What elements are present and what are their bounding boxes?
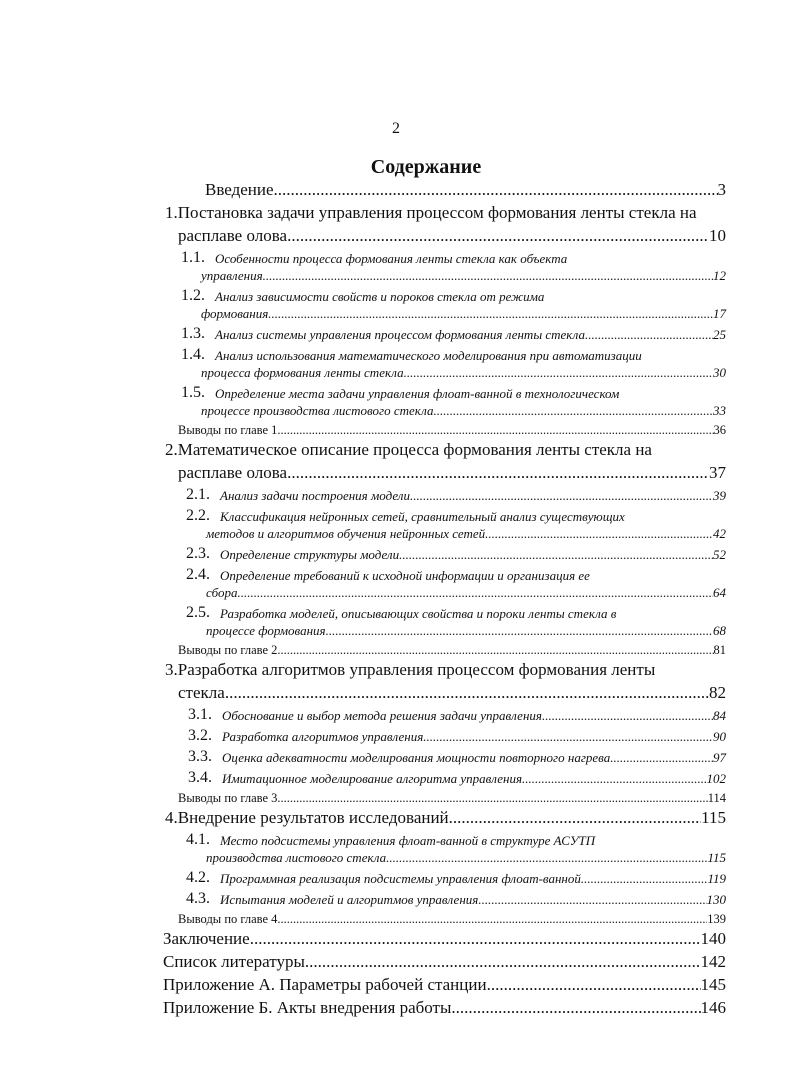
toc-leader <box>268 305 713 322</box>
toc-page-number: 130 <box>706 892 726 907</box>
toc-page-number: 146 <box>700 998 726 1017</box>
toc-entry <box>0 973 792 996</box>
toc-page-number: 10 <box>709 226 726 245</box>
toc-number: 4.3. <box>186 890 210 907</box>
toc-leader <box>487 973 701 996</box>
toc-page-number: 82 <box>709 683 726 702</box>
toc-page-number: 90 <box>713 729 726 744</box>
toc-text: Выводы по главе 4 <box>178 912 278 926</box>
toc-leader <box>287 224 709 247</box>
toc-entry <box>0 706 792 724</box>
toc-line <box>163 973 726 996</box>
toc-entry <box>0 486 792 504</box>
toc-leader <box>610 749 713 766</box>
toc-leader <box>522 770 707 787</box>
toc-page-number: 33 <box>713 403 726 418</box>
toc-number: 2.2. <box>186 507 210 524</box>
toc-line <box>165 658 726 681</box>
toc-page-number: 30 <box>713 365 726 380</box>
toc-line <box>165 806 726 829</box>
toc-leader <box>423 728 713 745</box>
toc-entry <box>0 890 792 908</box>
toc-entry <box>0 658 792 704</box>
toc-line <box>178 422 726 438</box>
toc-line <box>206 525 726 542</box>
toc-entry <box>0 790 792 806</box>
toc-text: Внедрение результатов исследований <box>177 808 449 827</box>
toc-line <box>206 584 726 601</box>
toc-leader <box>277 422 713 438</box>
toc-title: Содержание <box>370 156 482 178</box>
toc-text: Определение требований к исходной информации и организация ее <box>220 568 590 583</box>
toc-line <box>220 545 726 563</box>
toc-line <box>220 486 726 504</box>
toc-leader <box>478 891 706 908</box>
toc-text: расплаве олова <box>178 463 288 482</box>
toc-text: Введение <box>205 180 274 199</box>
toc-text: Обоснование и выбор метода решения задачи управления <box>222 708 542 723</box>
toc-page-number: 145 <box>700 975 726 994</box>
toc-line <box>222 706 726 724</box>
toc-number: 3.2. <box>188 727 212 744</box>
toc-number: 3. <box>165 660 178 679</box>
toc-line <box>220 507 726 525</box>
toc-text: Заключение <box>163 929 250 948</box>
toc-number: 3.3. <box>188 748 212 765</box>
toc-line <box>201 402 726 419</box>
toc-line <box>222 727 726 745</box>
toc-number: 2. <box>165 440 178 459</box>
toc-leader <box>277 642 713 658</box>
toc-line <box>178 224 726 247</box>
toc-number: 1.5. <box>181 384 205 401</box>
toc-leader <box>449 806 701 829</box>
toc-leader <box>277 790 707 806</box>
toc-page-number: 140 <box>700 929 726 948</box>
toc-leader <box>287 461 709 484</box>
toc-page-number: 52 <box>713 547 726 562</box>
toc-number: 1.4. <box>181 346 205 363</box>
toc-leader <box>386 849 707 866</box>
toc-entry <box>0 287 792 322</box>
toc-page-number: 115 <box>707 850 726 865</box>
toc-entry <box>0 201 792 247</box>
toc-text: Список литературы <box>163 952 305 971</box>
toc-text: Разработка моделей, описывающих свойства и пороки ленты стекла в <box>220 606 617 621</box>
toc-number: 4.1. <box>186 831 210 848</box>
toc-page-number: 17 <box>713 306 726 321</box>
toc-page-number: 39 <box>713 488 726 503</box>
toc-line <box>163 950 726 973</box>
toc-text: управления <box>201 268 263 283</box>
toc-entry <box>0 325 792 343</box>
toc-number: 1. <box>165 203 178 222</box>
toc-page-number: 68 <box>713 623 726 638</box>
toc-line <box>220 869 726 887</box>
toc-entry <box>0 249 792 284</box>
toc-line <box>165 438 726 461</box>
toc-line <box>163 996 726 1019</box>
toc-page-number: 115 <box>701 808 726 827</box>
toc-line <box>215 346 726 364</box>
toc-text: сбора <box>206 585 238 600</box>
toc-text: Имитационное моделирование алгоритма управления <box>222 771 522 786</box>
toc-page-number: 36 <box>713 423 726 437</box>
toc-text: производства листового стекла <box>206 850 387 865</box>
toc-text: расплаве олова <box>178 226 288 245</box>
toc-text: Постановка задачи управления процессом формования ленты стекла на <box>177 203 697 222</box>
toc-leader <box>263 267 713 284</box>
toc-text: Определение места задачи управления флоат-ванной в технологическом <box>215 386 620 401</box>
toc-number: 2.1. <box>186 486 210 503</box>
toc-entry <box>0 438 792 484</box>
toc-line <box>206 622 726 639</box>
toc-line <box>206 849 726 866</box>
toc-page-number: 12 <box>713 268 726 283</box>
toc-leader <box>277 911 707 927</box>
toc-line <box>165 201 726 224</box>
toc-entry <box>0 346 792 381</box>
table-of-contents <box>0 178 792 1019</box>
toc-leader <box>274 178 718 201</box>
toc-text: Особенности процесса формования ленты стекла как объекта <box>215 251 568 266</box>
toc-number: 1.2. <box>181 287 205 304</box>
toc-entry <box>0 422 792 438</box>
toc-line <box>215 249 726 267</box>
toc-line <box>178 642 726 658</box>
toc-line <box>220 831 726 849</box>
toc-line <box>201 267 726 284</box>
toc-text: формования <box>201 306 269 321</box>
toc-text: Анализ использования математического моделирования при автоматизации <box>215 348 642 363</box>
toc-line <box>201 364 726 381</box>
toc-text: процесса формования ленты стекла <box>201 365 404 380</box>
toc-leader <box>305 950 701 973</box>
toc-page-number: 37 <box>709 463 726 482</box>
toc-text: методов и алгоритмов обучения нейронных сетей <box>206 526 486 541</box>
toc-text: Разработка алгоритмов управления процессом формования ленты <box>177 660 656 679</box>
toc-line <box>163 927 726 950</box>
toc-entry <box>0 769 792 787</box>
toc-text: Анализ системы управления процессом формования ленты стекла <box>215 327 585 342</box>
toc-line <box>178 681 726 704</box>
toc-line <box>178 790 726 806</box>
toc-line <box>178 461 726 484</box>
toc-page-number: 97 <box>713 750 726 765</box>
toc-page-number: 64 <box>713 585 726 600</box>
toc-leader <box>542 707 713 724</box>
toc-text: стекла <box>178 683 225 702</box>
toc-text: Выводы по главе 2 <box>178 643 278 657</box>
toc-leader <box>451 996 700 1019</box>
toc-text: Разработка алгоритмов управления <box>222 729 424 744</box>
toc-page-number: 42 <box>713 526 726 541</box>
toc-text: Оценка адекватности моделирования мощности повторного нагрева <box>222 750 611 765</box>
toc-line <box>220 566 726 584</box>
toc-entry <box>0 507 792 542</box>
toc-number: 3.4. <box>188 769 212 786</box>
toc-number: 1.3. <box>181 325 205 342</box>
toc-line <box>215 384 726 402</box>
toc-entry <box>0 604 792 639</box>
toc-page-number: 119 <box>707 871 726 886</box>
toc-text: Испытания моделей и алгоритмов управления <box>220 892 479 907</box>
toc-line <box>215 287 726 305</box>
toc-entry <box>0 869 792 887</box>
toc-text: Классификация нейронных сетей, сравнительный анализ существующих <box>220 509 625 524</box>
toc-page-number: 81 <box>713 643 726 657</box>
toc-leader <box>433 402 713 419</box>
toc-text: Математическое описание процесса формования ленты стекла на <box>177 440 652 459</box>
toc-leader <box>410 487 713 504</box>
toc-number: 1.1. <box>181 249 205 266</box>
toc-page-number: 102 <box>706 771 726 786</box>
toc-text: Анализ зависимости свойств и пороков стекла от режима <box>215 289 545 304</box>
toc-line <box>220 890 726 908</box>
toc-leader <box>581 870 708 887</box>
toc-entry <box>0 806 792 829</box>
toc-page-number: 3 <box>717 180 726 199</box>
toc-number: 2.3. <box>186 545 210 562</box>
toc-entry <box>0 911 792 927</box>
toc-text: Анализ задачи построения модели <box>220 488 410 503</box>
toc-page-number: 84 <box>713 708 726 723</box>
toc-text: Определение структуры модели <box>220 547 400 562</box>
toc-number: 4. <box>165 808 178 827</box>
toc-entry <box>0 642 792 658</box>
toc-entry <box>0 727 792 745</box>
toc-entry <box>0 927 792 950</box>
toc-line <box>215 325 726 343</box>
toc-text: Выводы по главе 3 <box>178 791 278 805</box>
toc-text: процессе формования <box>206 623 326 638</box>
toc-text: Программная реализация подсистемы управления флоат-ванной <box>220 871 581 886</box>
toc-text: Приложение А. Параметры рабочей станции <box>163 975 487 994</box>
toc-entry <box>0 831 792 866</box>
toc-text: Место подсистемы управления флоат-ванной в структуре АСУТП <box>220 833 596 848</box>
toc-leader <box>585 326 713 343</box>
toc-entry <box>0 566 792 601</box>
toc-leader <box>399 546 713 563</box>
toc-leader <box>237 584 713 601</box>
toc-line <box>222 769 726 787</box>
toc-leader <box>250 927 701 950</box>
toc-entry <box>0 545 792 563</box>
toc-text: процессе производства листового стекла <box>201 403 434 418</box>
toc-line <box>220 604 726 622</box>
toc-entry <box>0 178 792 201</box>
toc-text: Приложение Б. Акты внедрения работы <box>163 998 452 1017</box>
toc-leader <box>485 525 713 542</box>
toc-entry <box>0 384 792 419</box>
toc-entry <box>0 996 792 1019</box>
toc-number: 2.5. <box>186 604 210 621</box>
toc-leader <box>225 681 709 704</box>
toc-line <box>205 178 726 201</box>
toc-line <box>201 305 726 322</box>
toc-number: 2.4. <box>186 566 210 583</box>
toc-entry <box>0 748 792 766</box>
toc-text: Выводы по главе 1 <box>178 423 278 437</box>
toc-number: 4.2. <box>186 869 210 886</box>
toc-entry <box>0 950 792 973</box>
toc-page-number: 25 <box>713 327 726 342</box>
toc-leader <box>326 622 713 639</box>
toc-page-number: 139 <box>707 912 726 926</box>
page-number: 2 <box>392 120 400 137</box>
toc-number: 3.1. <box>188 706 212 723</box>
toc-page-number: 114 <box>707 791 726 805</box>
toc-page-number: 142 <box>700 952 726 971</box>
toc-line <box>222 748 726 766</box>
toc-line <box>178 911 726 927</box>
toc-leader <box>404 364 713 381</box>
